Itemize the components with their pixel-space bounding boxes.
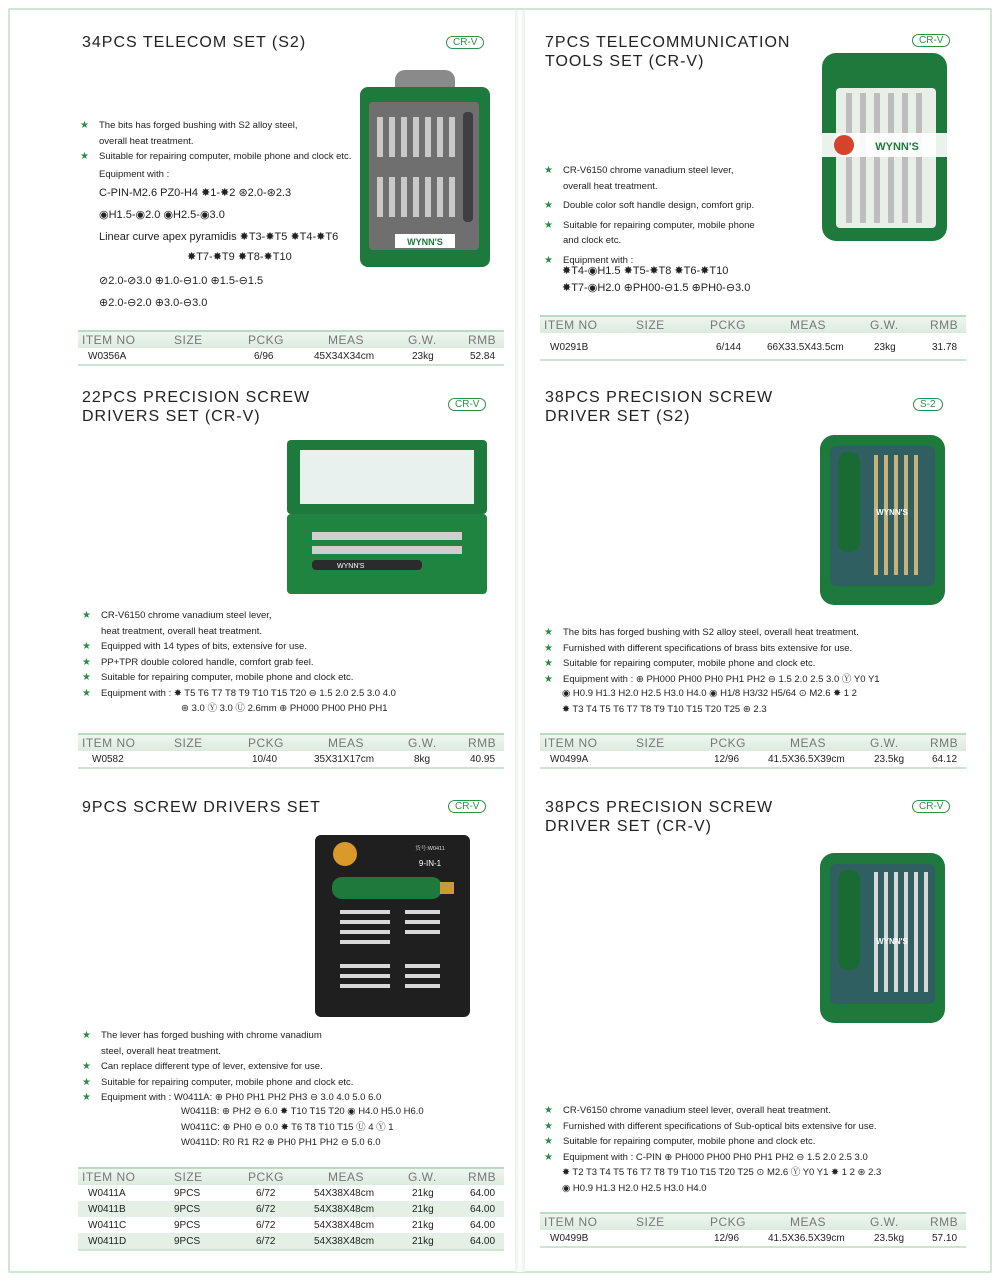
spec-line: ✸T7-◉H2.0 ⊕PH00-⊖1.5 ⊕PH0-⊖3.0 (562, 282, 751, 294)
product-title: 38PCS PRECISION SCREW DRIVER SET (CR-V) (545, 799, 774, 835)
feature-item: ★ Furnished with different specifications of brass bits extensive for use. (544, 641, 880, 657)
spec-line: W0411B: ⊕ PH2 ⊖ 6.0 ✸ T10 T15 T20 ◉ H4.0 H5.0 H6.0 (181, 1106, 424, 1117)
star-icon: ★ (544, 627, 553, 638)
star-icon: ★ (80, 151, 89, 162)
spec-line: ⊛ 3.0 Ⓨ 3.0 Ⓤ 2.6mm ⊕ PH000 PH00 PH0 PH1 (181, 703, 388, 714)
feature-list (544, 625, 880, 687)
pouch-label-text: 9-IN-1 (418, 859, 442, 868)
star-icon: ★ (82, 1092, 91, 1103)
product-photo-22pcs-case (282, 432, 497, 600)
table-row: W0499B 12/96 41.5X36.5X39cm 23.5kg 57.10 (540, 1230, 966, 1248)
star-icon: ★ (544, 1151, 553, 1163)
feature-list (82, 1028, 381, 1106)
star-icon: ★ (544, 200, 553, 211)
feature-list (80, 118, 351, 182)
spec-table (78, 733, 504, 769)
table-row: W0291B 6/144 66X33.5X43.5cm 23kg 31.78 (540, 333, 966, 361)
star-icon: ★ (82, 1030, 91, 1041)
feature-item: ★ Equipment with : ⊕ PH000 PH00 PH0 PH1 PH2 ⊖ 1.5 2.0 2.5 3.0 Ⓨ Y0 Y1 (544, 672, 880, 688)
handle (312, 560, 422, 570)
spec-line: W0411D: R0 R1 R2 ⊕ PH0 PH1 PH2 ⊖ 5.0 6.0 (181, 1137, 381, 1148)
equipment-spec (562, 263, 750, 297)
table-row: W0582 10/40 35X31X17cm 8kg 40.95 (78, 751, 504, 769)
feature-item: ★ The lever has forged bushing with chrome vanadium (82, 1028, 381, 1044)
feature-item: ★ CR-V6150 chrome vanadium steel lever, overall heat treatment. (544, 1103, 877, 1119)
handle-tip (440, 882, 454, 894)
table-row: W0411C 9PCS 6/72 54X38X48cm 21kg 64.00 (88, 1220, 496, 1231)
brand-logo-text: WYNN'S (876, 508, 908, 517)
rooster-logo (834, 135, 854, 155)
feature-item: ★ CR-V6150 chrome vanadium steel lever, (82, 608, 396, 624)
spec-line: ✸T4-◉H1.5 ✸T5-✸T8 ✸T6-✸T10 (562, 265, 729, 277)
feature-list (544, 163, 755, 268)
star-icon: ★ (82, 641, 91, 652)
spec-table (78, 330, 504, 366)
spec-table (540, 1212, 966, 1248)
feature-item: ★ Suitable for repairing computer, mobile phone and clock etc. (544, 1134, 877, 1150)
spec-line: Linear curve apex pyramidis ✸T3-✸T5 ✸T4-✸T6 (99, 231, 339, 243)
brand-logo-text: WYNN'S (876, 937, 908, 946)
table-header: ITEM NO SIZE PCKG MEAS G.W. RMB (78, 1167, 504, 1185)
product-photo-38pcs-crv-case (812, 850, 952, 1028)
equipment-spec (562, 686, 857, 717)
table-row: W0411B 9PCS 6/72 54X38X48cm 21kg 64.00 (78, 1201, 504, 1217)
feature-continuation: steel, overall heat treatment. (101, 1045, 221, 1057)
spec-line: ✸ T2 T3 T4 T5 T6 T7 T8 T9 T10 T15 T20 T25 ⊙ M2.6 Ⓨ Y0 Y1 ✸ 1 2 ⊛ 2.3 (562, 1167, 882, 1178)
feature-continuation: and clock etc. (563, 235, 622, 246)
star-icon: ★ (80, 120, 89, 131)
equipment-spec (99, 185, 338, 312)
feature-item: ★ Suitable for repairing computer, mobile phone and clock etc. (82, 1075, 381, 1091)
table-header: ITEM NO SIZE PCKG MEAS G.W. RMB (78, 330, 504, 348)
table-row: W0356A 6/96 45X34X34cm 23kg 52.84 (78, 348, 504, 366)
spec-line: ◉ H0.9 H1.3 H2.0 H2.5 H3.0 H4.0 (562, 1182, 707, 1194)
spec-line: W0411C: ⊕ PH0 ⊖ 0.0 ✸ T6 T8 T10 T15 Ⓤ 4 Ⓨ 1 (181, 1121, 394, 1133)
feature-item: ★ Equipment with : (544, 253, 755, 269)
case-window (369, 102, 479, 250)
handle (838, 870, 860, 970)
material-badge: CR-V (446, 36, 484, 49)
table-row: W0499A 12/96 41.5X36.5X39cm 23.5kg 64.12 (540, 751, 966, 769)
product-photo-7pcs-case (812, 48, 962, 248)
product-photo-9pcs-pouch (310, 832, 475, 1020)
spec-line: ◉ H0.9 H1.3 H2.0 H2.5 H3.0 H4.0 ◉ H1/8 H3/32 H5/64 ⊙ M2.6 ✸ 1 2 (562, 688, 857, 699)
product-photo-telecom-case (355, 62, 495, 272)
table-row: W0411D 9PCS 6/72 54X38X48cm 21kg 64.00 (78, 1233, 504, 1251)
spec-line: ◉H1.5-◉2.0 ◉H2.5-◉3.0 (99, 209, 225, 221)
spec-line: ⊕2.0-⊖2.0 ⊕3.0-⊖3.0 (99, 297, 208, 309)
star-icon: ★ (82, 1061, 91, 1072)
feature-continuation: heat treatment, overall heat treatment. (101, 625, 263, 637)
spec-table (540, 733, 966, 769)
spec-line: ⊘2.0-⊘3.0 ⊕1.0-⊖1.0 ⊕1.5-⊖1.5 (99, 275, 264, 287)
star-icon: ★ (82, 672, 91, 683)
star-icon: ★ (544, 673, 553, 685)
star-icon: ★ (544, 1105, 553, 1116)
material-badge: CR-V (912, 34, 950, 47)
product-title: 7PCS TELECOMMUNICATION TOOLS SET (CR-V) (545, 34, 791, 70)
material-badge: S-2 (913, 398, 943, 411)
product-photo-38pcs-s2-case (812, 430, 952, 610)
feature-item: ★ Double color soft handle design, comfort grip. (544, 198, 755, 214)
star-icon: ★ (544, 642, 553, 654)
star-icon: ★ (82, 1076, 91, 1088)
feature-item: ★ Equipped with 14 types of bits, extensive for use. (82, 639, 396, 655)
rooster-logo (333, 842, 357, 866)
table-header: ITEM NO SIZE PCKG MEAS G.W. RMB (540, 1212, 966, 1230)
feature-item: ★ Suitable for repairing computer, mobile phone (544, 218, 755, 234)
spec-table (540, 315, 966, 361)
feature-item: ★ The bits has forged bushing with S2 alloy steel, (80, 118, 351, 134)
pouch-model-text: 货号:W0411 (415, 846, 445, 852)
feature-item: ★ CR-V6150 chrome vanadium steel lever, (544, 163, 755, 179)
material-badge: CR-V (448, 800, 486, 813)
brand-logo-text: WYNN'S (337, 563, 365, 570)
spec-line: C-PIN-M2.6 PZ0-H4 ✸1-✸2 ⊛2.0-⊛2.3 (99, 187, 292, 199)
product-title: 22PCS PRECISION SCREW DRIVERS SET (CR-V) (82, 389, 311, 425)
spec-table (78, 1167, 504, 1251)
star-icon: ★ (544, 1120, 553, 1132)
table-header: ITEM NO SIZE PCKG MEAS G.W. RMB (540, 733, 966, 751)
feature-item: ★ Suitable for repairing computer, mobile phone and clock etc. (82, 670, 396, 686)
brand-logo-text: WYNN'S (407, 237, 443, 247)
star-icon: ★ (82, 656, 91, 668)
feature-continuation: overall heat treatment. (563, 180, 658, 192)
table-header: ITEM NO SIZE PCKG MEAS G.W. RMB (540, 315, 966, 333)
feature-item: ★ Suitable for repairing computer, mobile phone and clock etc. (80, 149, 351, 165)
star-icon: ★ (544, 254, 553, 266)
feature-item: ★ Suitable for repairing computer, mobile phone and clock etc. (544, 656, 880, 672)
feature-item: ★ The bits has forged bushing with S2 alloy steel, overall heat treatment. (544, 625, 880, 641)
material-badge: CR-V (448, 398, 486, 411)
brand-logo-text: WYNN'S (875, 141, 919, 153)
feature-item: ★ Equipment with : ✸ T5 T6 T7 T8 T9 T10 T15 T20 ⊖ 1.5 2.0 2.5 3.0 4.0 (82, 686, 396, 702)
spec-line: ✸ T3 T4 T5 T6 T7 T8 T9 T10 T15 T20 T25 ⊛ 2.3 (562, 703, 767, 715)
feature-item: ★ Equipment with : W0411A: ⊕ PH0 PH1 PH2 PH3 ⊖ 3.0 4.0 5.0 6.0 (82, 1090, 381, 1106)
lid-window (300, 450, 474, 504)
material-badge: CR-V (912, 800, 950, 813)
feature-list (544, 1103, 877, 1165)
table-row: W0411A 9PCS 6/72 54X38X48cm 21kg 64.00 (88, 1188, 496, 1199)
table-header: ITEM NO SIZE PCKG MEAS G.W. RMB (78, 733, 504, 751)
star-icon: ★ (544, 219, 553, 231)
product-title: 38PCS PRECISION SCREW DRIVER SET (S2) (545, 389, 774, 425)
equipment-spec (181, 701, 388, 717)
equipment-spec (562, 1165, 881, 1196)
equipment-spec (181, 1104, 424, 1151)
star-icon: ★ (82, 610, 91, 621)
feature-item: ★ PP+TPR double colored handle, comfort grab feel. (82, 655, 396, 671)
feature-list (82, 608, 396, 701)
handle (838, 452, 860, 552)
spec-line: ✸T7-✸T9 ✸T8-✸T10 (187, 251, 292, 263)
star-icon: ★ (544, 1136, 553, 1147)
feature-continuation: overall heat treatment. (99, 135, 194, 147)
equipment-label: Equipment with : (99, 168, 170, 180)
star-icon: ★ (544, 658, 553, 669)
handle (332, 877, 442, 899)
feature-item: ★ Furnished with different specifications of Sub-optical bits extensive for use. (544, 1119, 877, 1135)
feature-item: ★ Equipment with : C-PIN ⊕ PH000 PH00 PH0 PH1 PH2 ⊖ 1.5 2.0 2.5 3.0 (544, 1150, 877, 1166)
product-title: 34PCS TELECOM SET (S2) (82, 34, 307, 51)
star-icon: ★ (544, 165, 553, 176)
star-icon: ★ (82, 687, 91, 699)
feature-item: ★ Can replace different type of lever, extensive for use. (82, 1059, 381, 1075)
handle (463, 112, 473, 222)
product-title: 9PCS SCREW DRIVERS SET (82, 799, 321, 816)
center-gutter (515, 10, 525, 1272)
